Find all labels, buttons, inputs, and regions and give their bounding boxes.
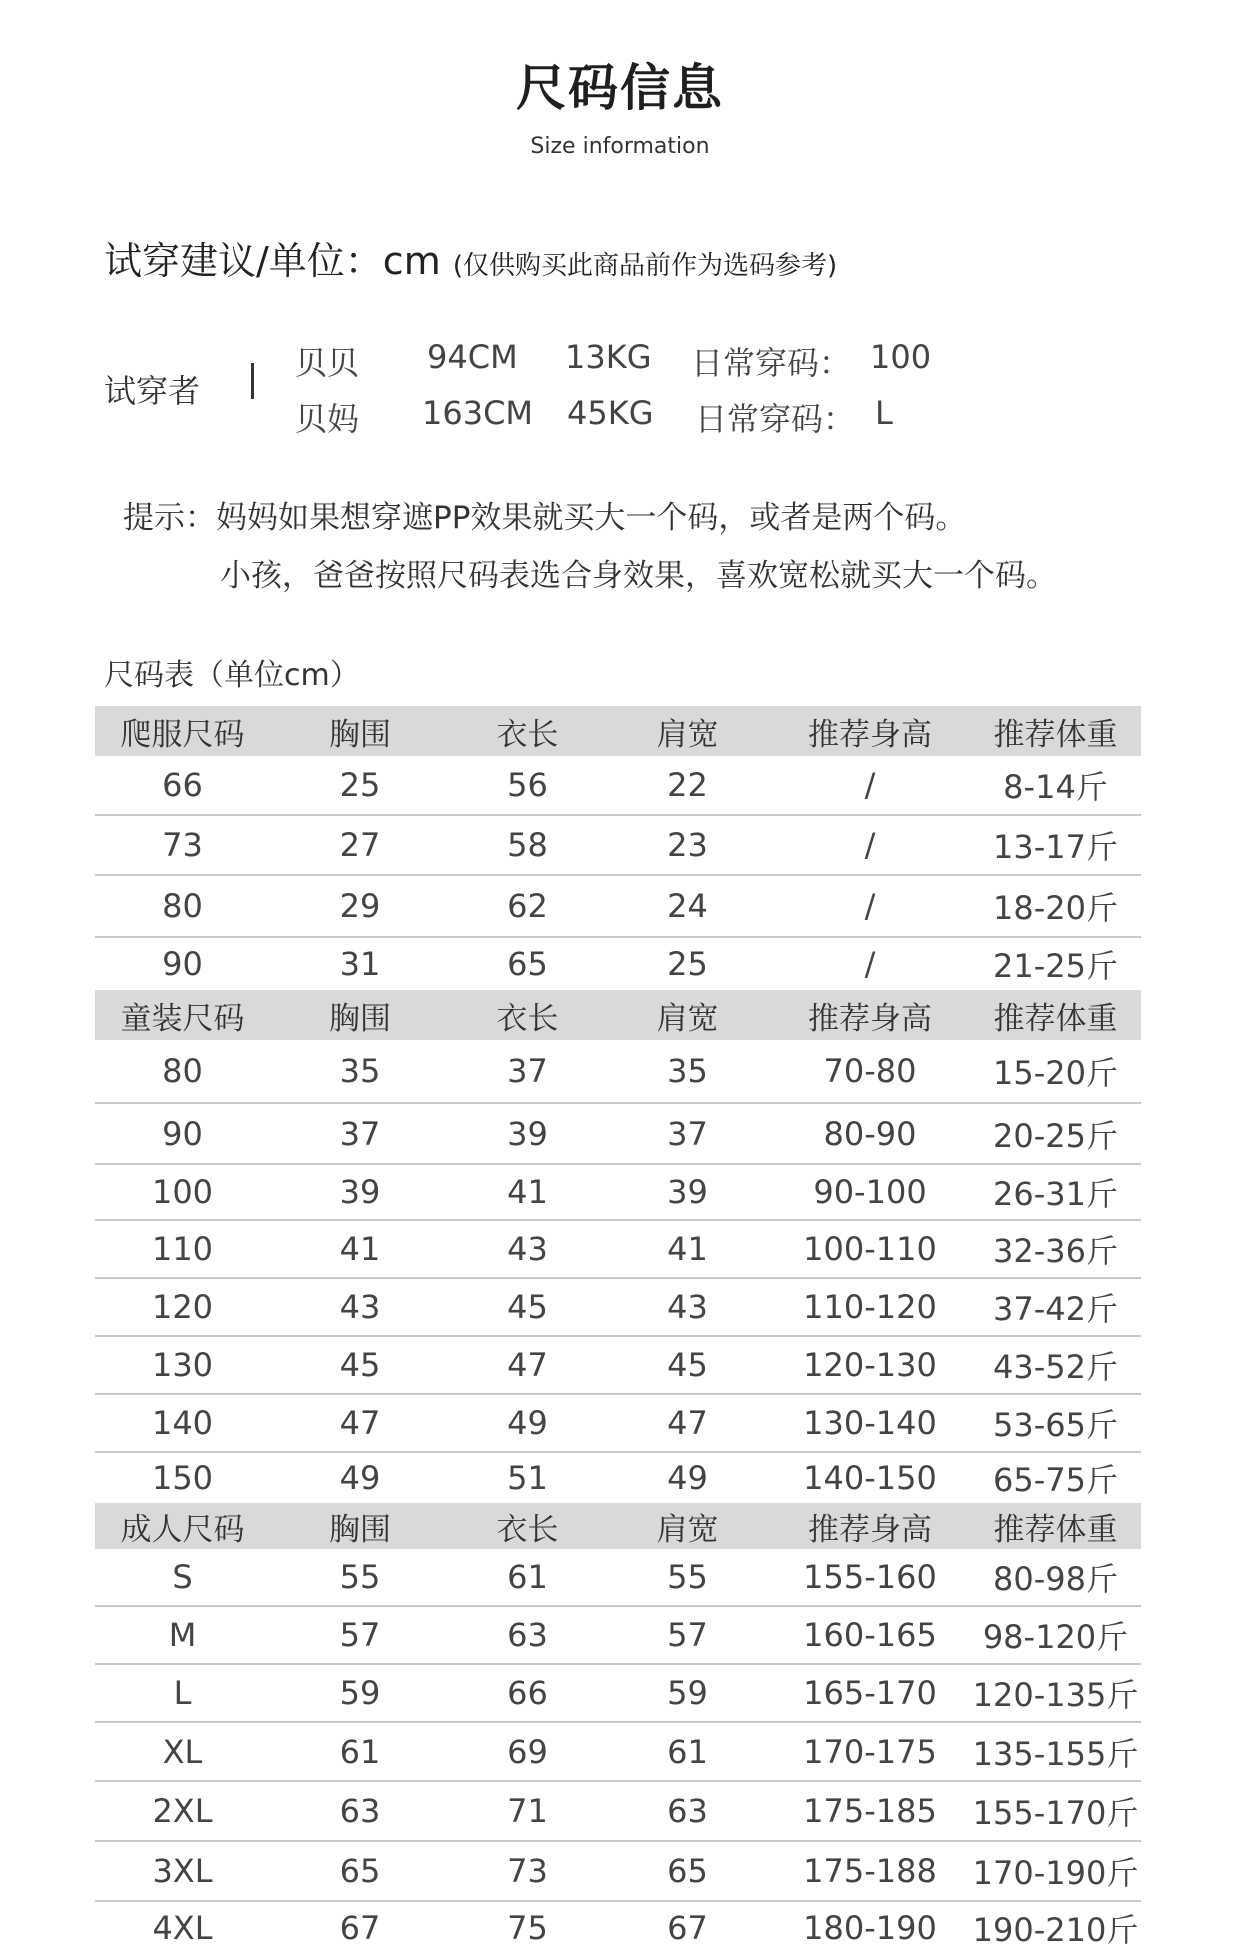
tester-height: 163CM (422, 394, 534, 432)
table-cell: 24 (667, 887, 708, 925)
tester-divider (251, 363, 254, 399)
table-cell: 61 (507, 1558, 548, 1596)
table-row (95, 1723, 1141, 1782)
table-row (95, 1902, 1141, 1954)
table-cell: 20-25斤 (993, 1116, 1118, 1155)
table-cell: 3XL (152, 1852, 213, 1890)
table-cell: 32-36斤 (993, 1232, 1118, 1270)
table-cell: 140-150 (803, 1459, 937, 1497)
table-cell: 26-31斤 (993, 1175, 1118, 1213)
tester-name: 贝妈 (295, 400, 360, 438)
table-cell: 13-17斤 (993, 828, 1118, 866)
column-header: 肩宽 (656, 1000, 719, 1037)
table-cell: 2XL (152, 1792, 213, 1830)
table-cell: 56 (507, 766, 548, 804)
tester-size: L (875, 394, 893, 432)
column-header: 推荐身高 (808, 716, 932, 753)
table-cell: 39 (507, 1114, 548, 1153)
table-cell: 35 (339, 1052, 381, 1090)
fitting-advice-heading: 试穿建议/单位：cm (104, 239, 441, 283)
table-cell: 55 (339, 1558, 381, 1596)
table-cell: 63 (339, 1792, 381, 1830)
column-header: 衣长 (496, 716, 559, 753)
table-cell: 67 (339, 1909, 381, 1947)
table-cell: 67 (667, 1909, 708, 1947)
table-cell: 70-80 (823, 1052, 917, 1090)
table-cell: 61 (339, 1732, 381, 1771)
fitting-advice (104, 230, 837, 285)
tester-size-label: 日常穿码： (695, 400, 856, 438)
table-row (95, 1453, 1141, 1503)
table-cell: 90-100 (813, 1173, 927, 1211)
table-cell: 63 (667, 1792, 708, 1830)
table-cell: 80-90 (823, 1114, 917, 1153)
table-cell: 41 (507, 1173, 548, 1211)
table-row (95, 1221, 1141, 1279)
table-cell: 155-160 (803, 1558, 937, 1596)
table-cell: / (864, 887, 876, 925)
table-cell: 47 (667, 1404, 708, 1442)
table-cell: 59 (667, 1674, 708, 1712)
table-cell: 120-130 (803, 1346, 937, 1384)
table-cell: 165-170 (803, 1674, 937, 1712)
table-row (95, 876, 1141, 938)
table-cell: 170-175 (803, 1732, 937, 1771)
table-cell: 80 (162, 887, 203, 925)
table-cell: 130 (151, 1346, 214, 1384)
table-cell: L (173, 1674, 192, 1712)
tester-weight: 13KG (565, 338, 652, 376)
table-cell: 45 (507, 1288, 548, 1326)
column-header: 胸围 (329, 716, 391, 753)
size-table (95, 706, 1141, 1954)
table-cell: 37-42斤 (993, 1290, 1118, 1328)
table-row (95, 1165, 1141, 1221)
table-cell: 150 (151, 1459, 214, 1497)
table-cell: 18-20斤 (993, 889, 1118, 927)
table-cell: / (864, 945, 876, 983)
table-cell: 135-155斤 (972, 1734, 1139, 1773)
table-cell: 27 (339, 826, 381, 864)
table-cell: 75 (507, 1909, 548, 1947)
table-cell: 49 (507, 1404, 548, 1442)
table-cell: 35 (667, 1052, 708, 1090)
tip-line-2: 小孩，爸爸按照尺码表选合身效果，喜欢宽松就买大一个码。 (220, 558, 1057, 594)
tester-label: 试穿者 (104, 372, 201, 410)
table-cell: 15-20斤 (993, 1054, 1118, 1092)
table-cell: 37 (339, 1114, 381, 1153)
table-cell: 37 (667, 1114, 708, 1153)
column-header: 肩宽 (656, 1511, 719, 1548)
table-cell: 65 (339, 1852, 381, 1890)
column-header: 肩宽 (656, 716, 719, 753)
table-cell: 90 (162, 945, 203, 983)
fitting-advice-note: (仅供购买此商品前作为选码参考) (452, 251, 838, 281)
table-cell: XL (162, 1732, 203, 1771)
table-cell: M (168, 1616, 197, 1654)
table-cell: 59 (339, 1674, 381, 1712)
column-header: 成人尺码 (120, 1511, 245, 1548)
table-cell: 100 (151, 1173, 214, 1211)
table-cell: 61 (667, 1732, 708, 1771)
column-header: 推荐身高 (808, 1511, 932, 1548)
table-cell: S (172, 1558, 193, 1596)
table-cell: 175-188 (803, 1852, 937, 1890)
table-cell: 100-110 (803, 1230, 937, 1268)
table-cell: 130-140 (803, 1404, 937, 1442)
table-row (95, 1549, 1141, 1607)
column-header: 爬服尺码 (120, 716, 245, 753)
table-cell: 21-25斤 (993, 947, 1118, 985)
table-cell: 41 (339, 1230, 381, 1268)
table-cell: 175-185 (803, 1792, 937, 1830)
column-header: 胸围 (329, 1511, 391, 1548)
page-title: 尺码信息 (516, 59, 724, 117)
table-row (95, 1104, 1141, 1165)
column-header: 推荐体重 (993, 1000, 1118, 1037)
table-row (95, 1279, 1141, 1337)
page-subtitle: Size information (530, 134, 710, 159)
table-cell: 25 (667, 945, 708, 983)
table-cell: 62 (507, 887, 548, 925)
table-cell: 65 (667, 1852, 708, 1890)
column-header: 推荐体重 (993, 1511, 1118, 1548)
table-cell: 47 (339, 1404, 381, 1442)
table-cell: 65 (507, 945, 548, 983)
tester-name: 贝贝 (295, 344, 360, 382)
table-row (95, 1665, 1141, 1723)
table-cell: 155-170斤 (972, 1794, 1139, 1832)
column-header: 胸围 (329, 1000, 391, 1037)
table-cell: 47 (507, 1346, 548, 1384)
table-cell: 140 (151, 1404, 214, 1442)
table-row (95, 1395, 1141, 1453)
table-cell: 31 (339, 945, 381, 983)
table-cell: 120 (151, 1288, 214, 1326)
table-cell: 49 (339, 1459, 381, 1497)
table-cell: 49 (667, 1459, 708, 1497)
table-cell: 190-210斤 (972, 1911, 1139, 1949)
table-section-header (95, 706, 1141, 756)
table-row (95, 756, 1141, 816)
table-cell: 45 (667, 1346, 708, 1384)
table-cell: 43 (339, 1288, 381, 1326)
table-row (95, 816, 1141, 876)
table-cell: 90 (162, 1114, 203, 1153)
table-cell: 66 (507, 1674, 548, 1712)
table-cell: 51 (507, 1459, 548, 1497)
table-cell: 39 (667, 1173, 708, 1211)
table-cell: 55 (667, 1558, 708, 1596)
table-cell: 53-65斤 (993, 1406, 1118, 1444)
table-row (95, 1842, 1141, 1902)
table-cell: 4XL (152, 1909, 213, 1947)
table-section-header (95, 1503, 1141, 1549)
column-header: 推荐身高 (808, 1000, 932, 1037)
table-row (95, 1782, 1141, 1842)
table-cell: 71 (507, 1792, 548, 1830)
table-cell: 37 (507, 1052, 548, 1090)
column-header: 推荐体重 (993, 716, 1118, 753)
table-cell: 80-98斤 (993, 1560, 1118, 1598)
table-cell: 98-120斤 (982, 1618, 1129, 1656)
table-cell: 39 (339, 1173, 381, 1211)
tester-size: 100 (870, 338, 932, 376)
table-cell: 43-52斤 (993, 1348, 1118, 1386)
table-cell: 110 (151, 1230, 214, 1268)
table-cell: / (864, 766, 876, 804)
table-row (95, 938, 1141, 990)
table-cell: 23 (667, 826, 708, 864)
table-cell: 170-190斤 (972, 1854, 1139, 1892)
column-header: 衣长 (496, 1000, 559, 1037)
table-cell: 180-190 (803, 1909, 937, 1947)
table-cell: / (864, 826, 876, 864)
table-cell: 8-14斤 (1003, 768, 1108, 806)
column-header: 衣长 (496, 1511, 559, 1548)
tester-height: 94CM (427, 338, 518, 376)
table-cell: 58 (507, 826, 548, 864)
table-cell: 29 (339, 887, 381, 925)
table-cell: 66 (162, 766, 203, 804)
table-cell: 22 (667, 766, 708, 804)
table-row (95, 1337, 1141, 1395)
size-table-caption: 尺码表（单位cm） (104, 658, 360, 693)
table-cell: 80 (162, 1052, 203, 1090)
tester-size-label: 日常穿码： (691, 344, 852, 382)
table-cell: 65-75斤 (993, 1461, 1118, 1499)
tip-line-1: 提示：妈妈如果想穿遮PP效果就买大一个码，或者是两个码。 (123, 500, 967, 536)
table-cell: 57 (339, 1616, 381, 1654)
table-cell: 73 (162, 826, 203, 864)
table-cell: 25 (339, 766, 381, 804)
table-cell: 160-165 (803, 1616, 937, 1654)
table-row (95, 1607, 1141, 1665)
table-cell: 45 (339, 1346, 381, 1384)
table-cell: 63 (507, 1616, 548, 1654)
table-row (95, 1040, 1141, 1104)
table-cell: 110-120 (803, 1288, 937, 1326)
table-cell: 73 (507, 1852, 548, 1890)
table-cell: 43 (507, 1230, 548, 1268)
table-cell: 69 (507, 1732, 548, 1771)
column-header: 童装尺码 (120, 1000, 245, 1037)
table-cell: 41 (667, 1230, 708, 1268)
table-cell: 57 (667, 1616, 708, 1654)
tester-weight: 45KG (567, 394, 654, 432)
table-cell: 120-135斤 (972, 1676, 1139, 1714)
table-cell: 43 (667, 1288, 708, 1326)
table-section-header (95, 990, 1141, 1040)
